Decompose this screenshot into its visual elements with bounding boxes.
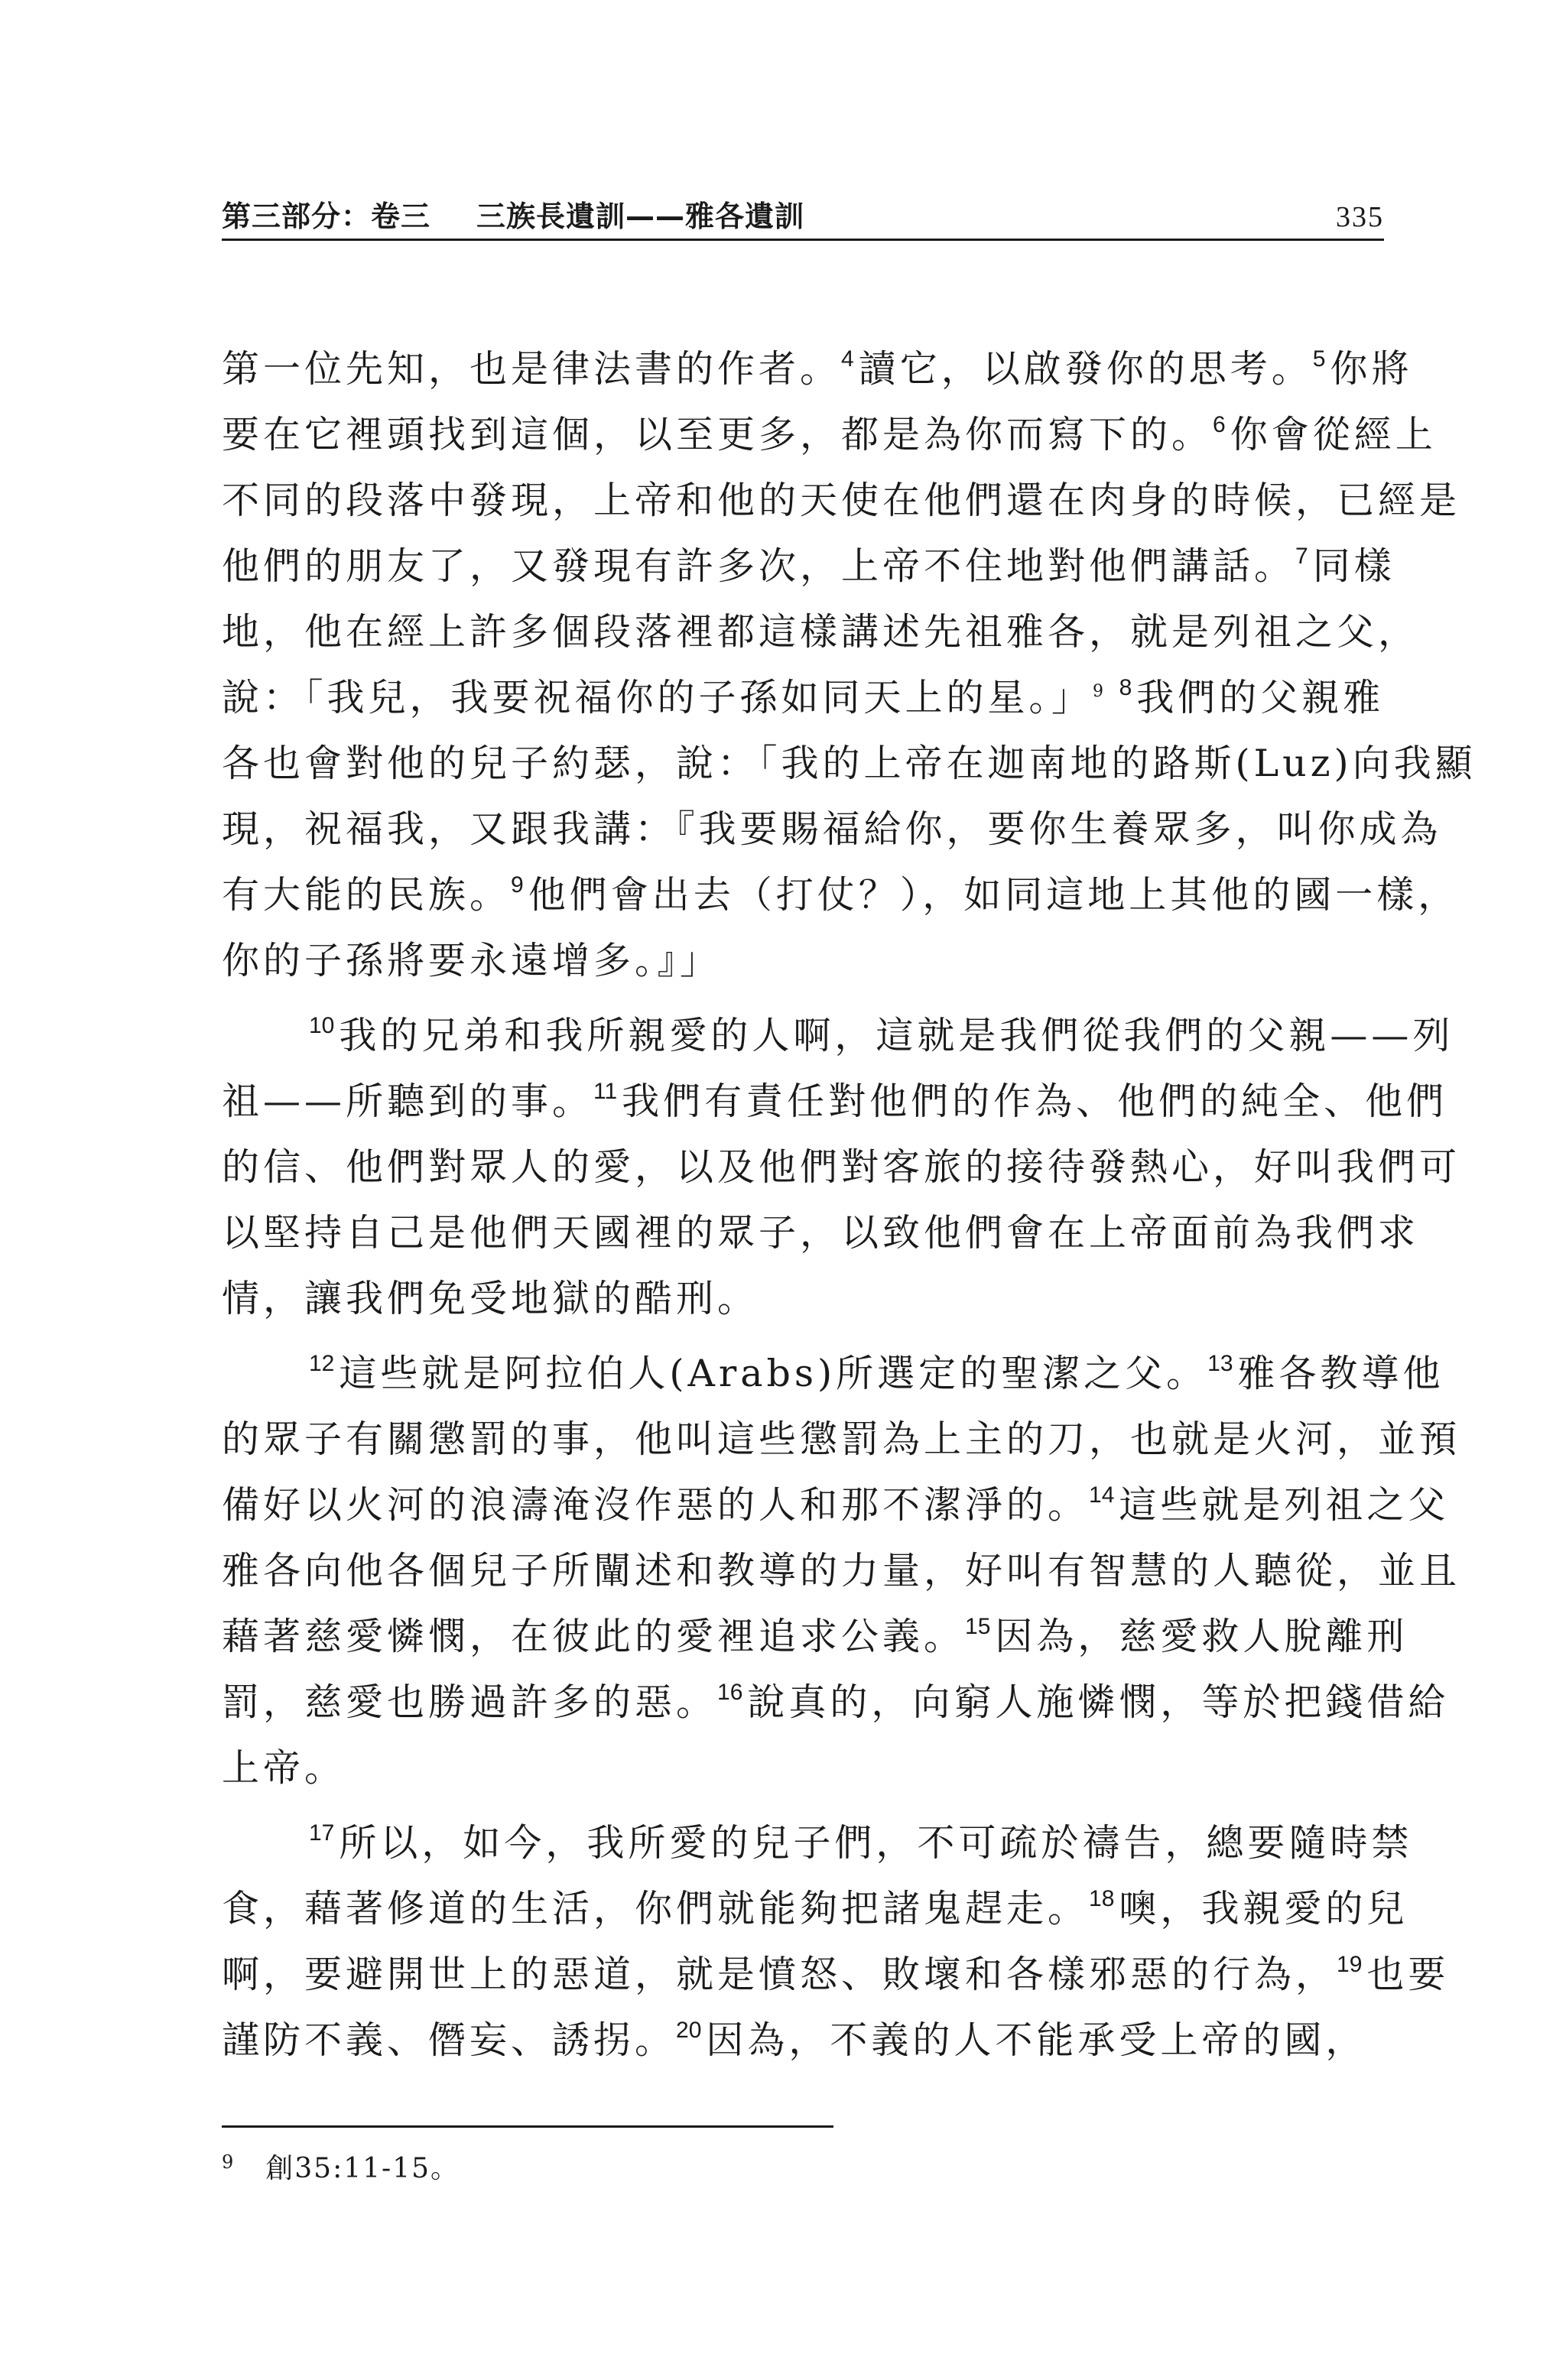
verse-number: 11 <box>593 1079 618 1104</box>
text-line <box>222 862 1460 928</box>
verse-number: 6 <box>1213 412 1226 437</box>
verse-number: 18 <box>1089 1886 1115 1911</box>
footnote-ref: 9 <box>1093 682 1104 701</box>
text-line <box>222 336 1413 402</box>
paragraph-gap <box>222 1332 1384 1341</box>
paragraph <box>222 1341 1461 1801</box>
text-line <box>222 534 1395 599</box>
text-run: 因為，不義的人不能承受上帝的國， <box>706 2018 1367 2062</box>
text-run: 說：「我兒，我要祝福你的子孫如同天上的星。」 <box>222 676 1093 719</box>
running-head-title <box>222 193 804 235</box>
running-head <box>222 193 1384 241</box>
text-run: 以堅持自己是他們天國裡的眾子，以致他們會在上帝面前為我們求 <box>222 1211 1420 1255</box>
paragraph-gap <box>222 1801 1384 1810</box>
footnote-divider <box>222 2125 833 2128</box>
text-line <box>222 1670 1450 1735</box>
text-run: 這些就是列祖之父 <box>1119 1483 1450 1527</box>
text-run: 我們的父親雅 <box>1136 676 1385 719</box>
text-run: 的眾子有關懲罰的事，他叫這些懲罰為上主的刀，也就是火河，並預 <box>222 1417 1461 1461</box>
text-run: 備好以火河的浪濤淹沒作惡的人和那不潔淨的。 <box>222 1483 1090 1527</box>
text-run: 他們會出去（打仗？），如同這地上其他的國一樣， <box>528 873 1460 917</box>
text-run: 藉著慈愛憐憫，在彼此的愛裡追求公義。 <box>222 1615 966 1658</box>
text-line <box>222 1069 1448 1135</box>
text-run: 要在它裡頭找到這個，以至更多，都是為你而寫下的。 <box>222 413 1213 456</box>
verse-number: 12 <box>309 1351 335 1376</box>
paragraph <box>222 336 1477 994</box>
verse-number: 19 <box>1337 1952 1363 1977</box>
text-run: 同樣 <box>1312 544 1395 588</box>
text-line <box>222 731 1477 797</box>
paragraph <box>222 1810 1450 2073</box>
text-line <box>222 1604 1408 1670</box>
text-line <box>222 1538 1461 1604</box>
footnote <box>222 2147 460 2186</box>
text-line <box>222 1200 1420 1266</box>
text-run <box>1103 676 1119 719</box>
text-line <box>222 1942 1450 2008</box>
text-line <box>222 665 1384 731</box>
text-run: 他們的朋友了，又發現有許多次，上帝不住地對他們講話。 <box>222 544 1296 588</box>
text-line <box>222 928 1384 994</box>
text-run: 雅各教導他 <box>1237 1352 1444 1395</box>
verse-number: 20 <box>676 2018 702 2043</box>
text-run: 第一位先知，也是律法書的作者。 <box>222 347 842 391</box>
text-line <box>222 2008 1384 2073</box>
text-line <box>222 1876 1408 1942</box>
text-run: 食，藉著修道的生活，你們就能夠把諸鬼趕走。 <box>222 1887 1090 1930</box>
text-run: 的信、他們對眾人的愛，以及他們對客旅的接待發熱心，好叫我們可 <box>222 1145 1461 1189</box>
verse-number: 4 <box>841 346 854 372</box>
text-run: 噢，我親愛的兒 <box>1119 1887 1408 1930</box>
text-run: 各也會對他的兒子約瑟，說：「我的上帝在迦南地的路斯(Luz)向我顯 <box>222 742 1477 785</box>
verse-number: 17 <box>309 1820 335 1846</box>
text-line <box>222 1472 1450 1538</box>
paragraph-gap <box>222 994 1384 1003</box>
verse-number: 10 <box>309 1013 335 1038</box>
text-run: 情，讓我們免受地獄的酷刑。 <box>222 1277 759 1320</box>
text-run: 啊，要避開世上的惡道，就是憤怒、敗壞和各樣邪惡的行為， <box>222 1953 1337 1996</box>
text-run: 這些就是阿拉伯人(Arabs)所選定的聖潔之父。 <box>339 1352 1208 1395</box>
verse-number: 8 <box>1119 675 1132 700</box>
text-line <box>222 1735 1384 1801</box>
text-line <box>222 797 1442 862</box>
text-run: 上帝。 <box>222 1746 346 1790</box>
text-line <box>222 1407 1461 1472</box>
text-run: 祖——所聽到的事。 <box>222 1080 594 1123</box>
text-run: 因為，慈愛救人脫離刑 <box>995 1615 1408 1658</box>
text-run: 所以，如今，我所愛的兒子們，不可疏於禱告，總要隨時禁 <box>339 1821 1413 1865</box>
text-run: 你將 <box>1330 347 1413 391</box>
text-run: 罰，慈愛也勝過許多的惡。 <box>222 1680 718 1724</box>
text-line <box>222 402 1437 468</box>
text-run: 地，他在經上許多個段落裡都這樣講述先祖雅各，就是列祖之父， <box>222 610 1420 654</box>
text-run: 讀它，以啟發你的思考。 <box>858 347 1313 391</box>
verse-number: 13 <box>1207 1351 1233 1376</box>
text-line <box>222 599 1420 665</box>
verse-number: 14 <box>1089 1482 1115 1508</box>
text-run: 謹防不義、僭妄、誘拐。 <box>222 2018 677 2062</box>
footnote-text: 創35:11-15。 <box>265 2153 460 2184</box>
text-line <box>222 468 1461 534</box>
text-run: 有大能的民族。 <box>222 873 512 917</box>
book-title: 三族長遺訓——雅各遺訓 <box>476 200 805 233</box>
text-run: 我的兄弟和我所親愛的人啊，這就是我們從我們的父親——列 <box>339 1014 1454 1057</box>
body-text <box>222 336 1477 2073</box>
text-run: 你會從經上 <box>1230 413 1437 456</box>
verse-number: 16 <box>717 1680 743 1705</box>
text-run: 也要 <box>1366 1953 1450 1996</box>
text-line <box>222 1266 1384 1332</box>
verse-number: 15 <box>965 1614 991 1639</box>
part-label: 第三部分：卷三 <box>222 200 431 233</box>
text-line <box>222 1003 1454 1069</box>
text-run: 你的子孫將要永遠增多。』」 <box>222 939 722 982</box>
text-run: 不同的段落中發現，上帝和他的天使在他們還在肉身的時候，已經是 <box>222 479 1461 522</box>
text-run: 現，祝福我，又跟我講：『我要賜福給你，要你生養眾多，叫你成為 <box>222 807 1442 851</box>
verse-number: 5 <box>1312 346 1326 372</box>
text-run: 說真的，向窮人施憐憫，等於把錢借給 <box>747 1680 1450 1724</box>
footnote-mark: 9 <box>222 2151 236 2173</box>
text-line <box>222 1810 1413 1876</box>
page-number: 335 <box>1336 201 1384 233</box>
text-line <box>222 1135 1461 1200</box>
text-run: 雅各向他各個兒子所闡述和教導的力量，好叫有智慧的人聽從，並且 <box>222 1549 1461 1593</box>
text-line <box>222 1341 1444 1407</box>
paragraph <box>222 1003 1461 1332</box>
verse-number: 7 <box>1295 544 1308 569</box>
text-run: 我們有責任對他們的作為、他們的純全、他們 <box>622 1080 1448 1123</box>
verse-number: 9 <box>511 872 524 898</box>
